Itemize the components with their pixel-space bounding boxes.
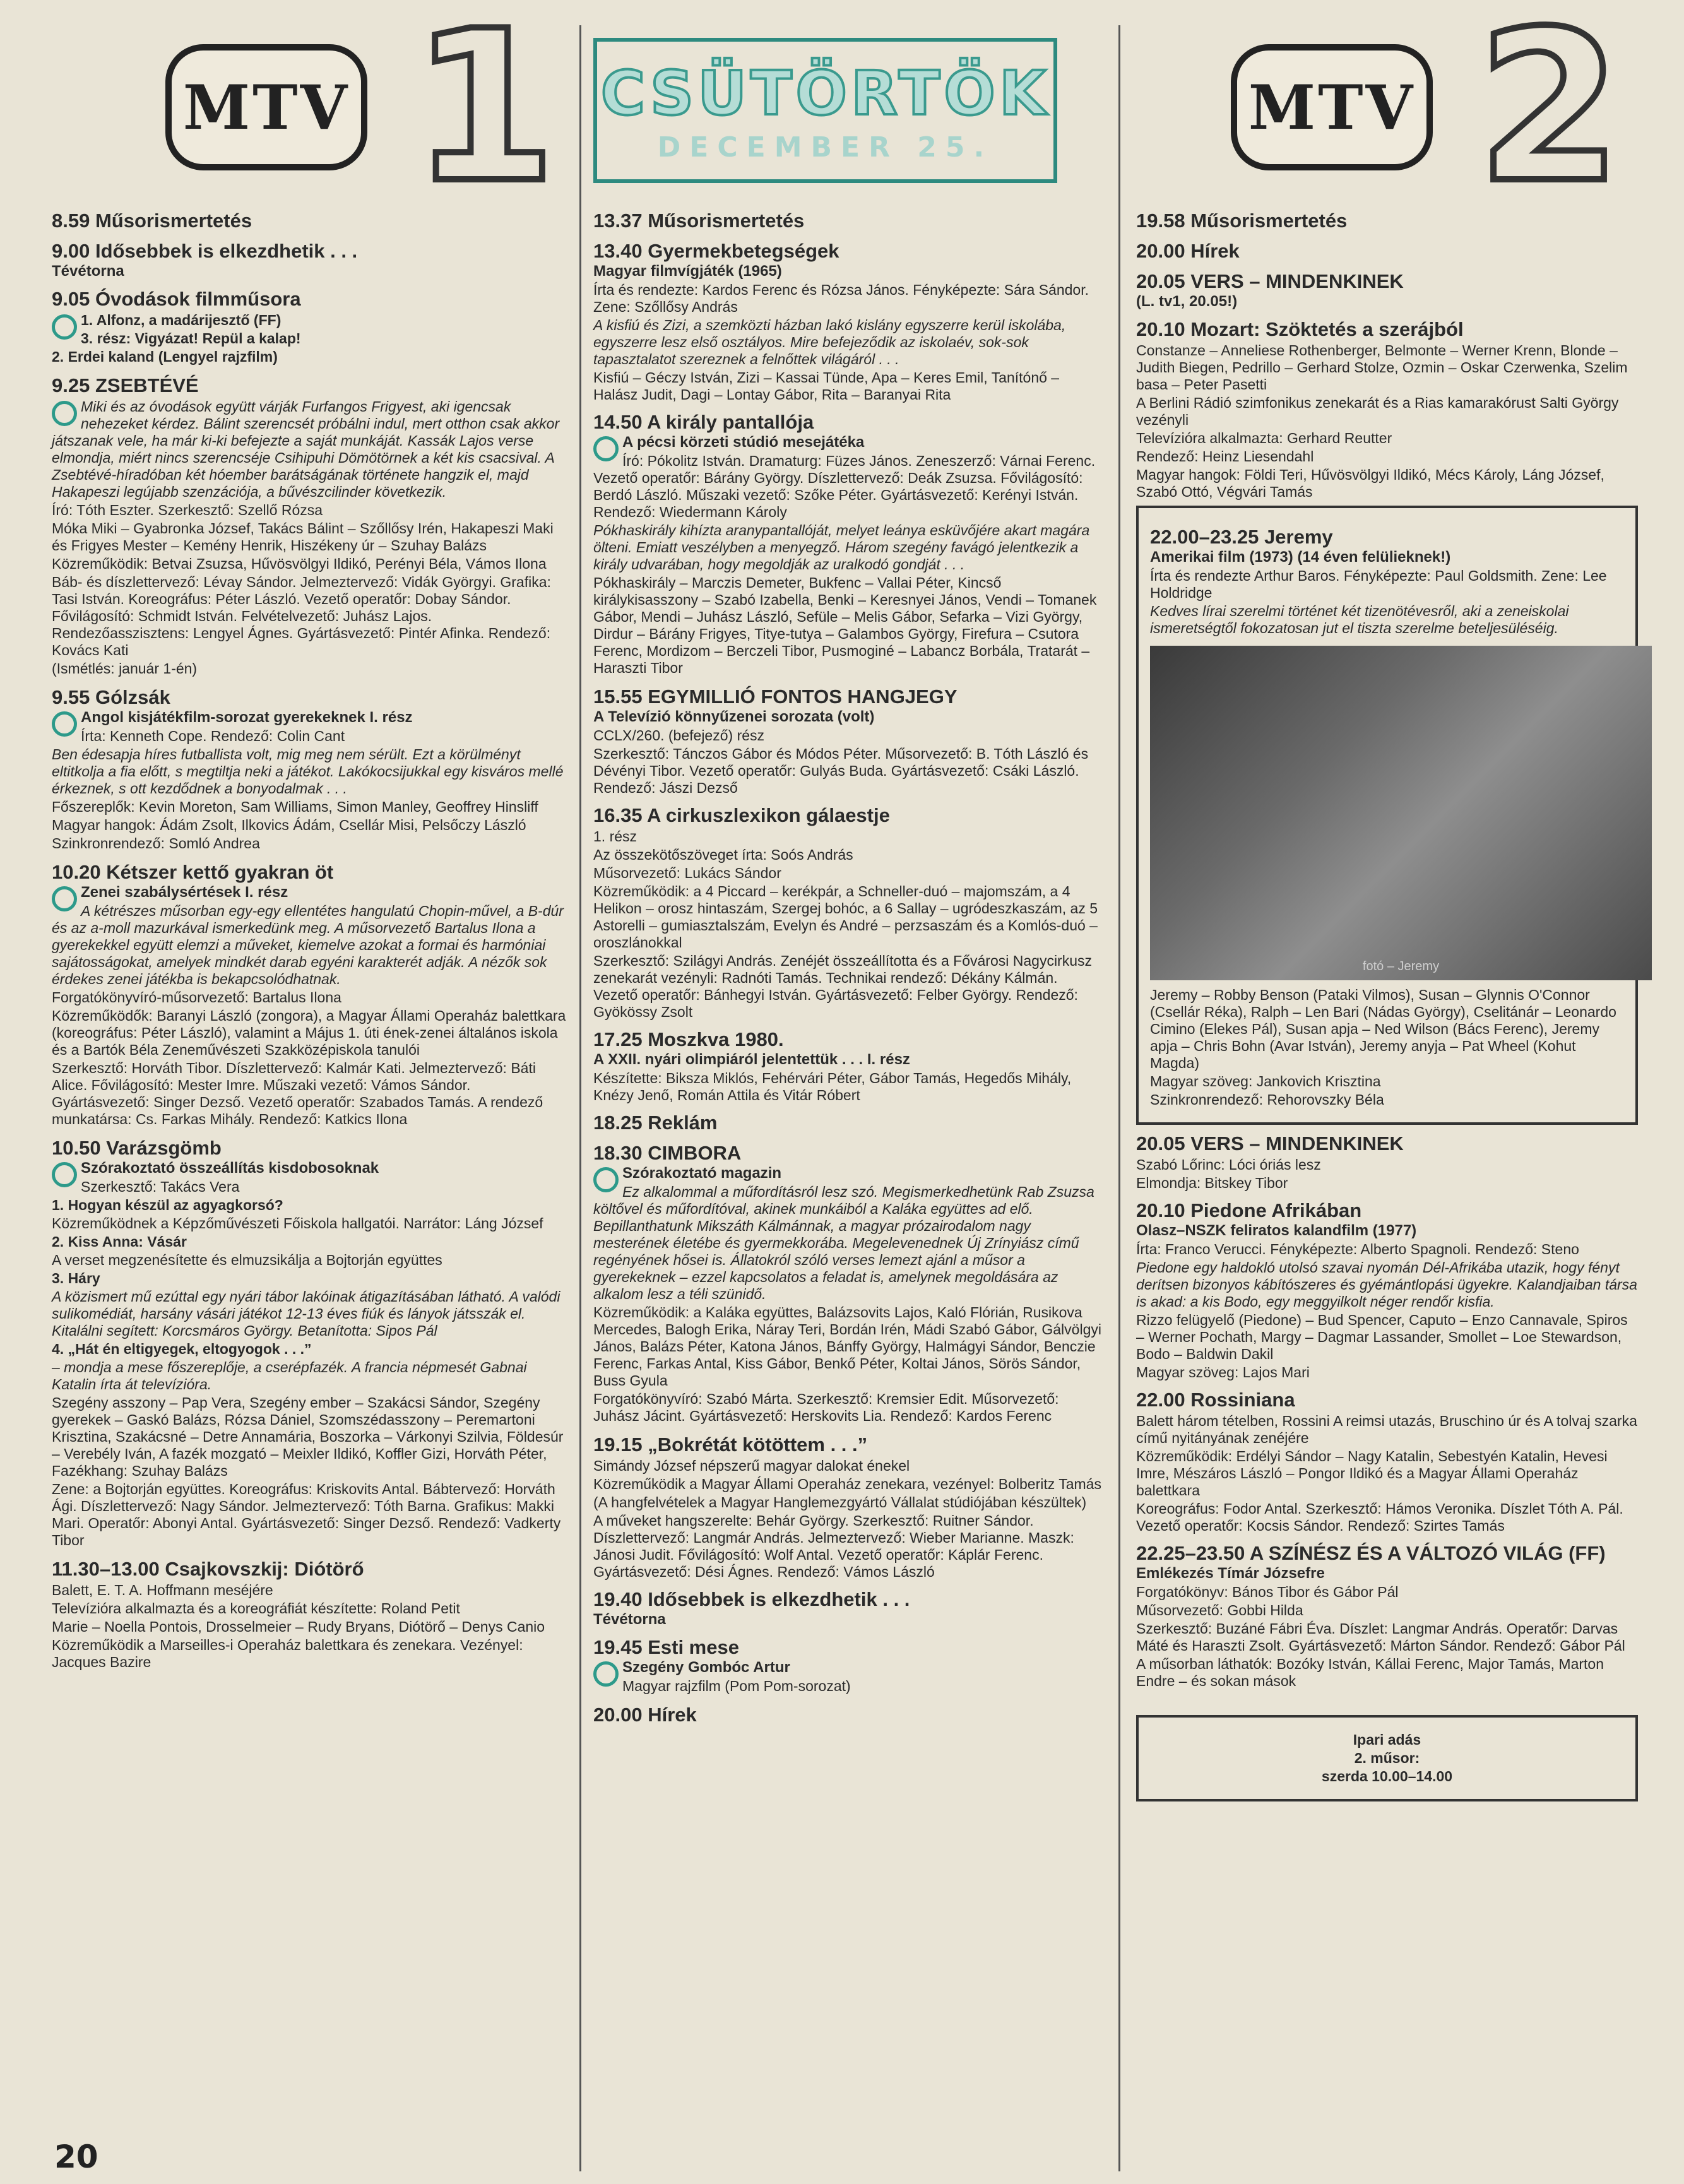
program-heading — [593, 1636, 1103, 1659]
program-heading — [593, 685, 1103, 708]
program-title: A király pantallója — [647, 411, 814, 433]
program-credit: Balett három tételben, Rossini A reimsi utazás, Bruschino úr és A tolvaj szarka című nyitányának zenéjére — [1136, 1413, 1637, 1446]
program-time: 20.00 — [1136, 240, 1185, 262]
program-subtitle: Zenei szabálysértések I. rész — [81, 884, 288, 901]
program-heading — [593, 210, 1103, 232]
program-body — [1136, 1156, 1638, 1192]
program-title: Műsorismertetés — [1190, 210, 1348, 232]
program-time: 20.05 — [1136, 270, 1185, 292]
program-body — [52, 398, 571, 679]
program-title: Csajkovszkij: Diótörő — [165, 1558, 364, 1580]
program-time: 18.25 — [593, 1112, 643, 1134]
program-body — [1136, 1222, 1638, 1381]
segment-title: 4. „Hát én eltigyegek, eltogyogok . . .” — [52, 1341, 312, 1357]
program-subtitle: Szórakoztató magazin — [622, 1165, 782, 1182]
program-item — [593, 1433, 1103, 1581]
program-credit: Írta és rendezte: Kardos Ferenc és Rózsa János. Fényképezte: Sára Sándor. Zene: Szőllősy András — [593, 282, 1089, 315]
program-item — [1150, 526, 1624, 1108]
program-title: Műsorismertetés — [648, 210, 805, 232]
program-item — [593, 210, 1103, 232]
program-credit: Főszereplők: Kevin Moreton, Sam Williams, Simon Manley, Geoffrey Hinsliff — [52, 798, 538, 815]
program-time: 9.05 — [52, 288, 90, 310]
column-divider-right — [1118, 25, 1120, 2171]
segment-text: A verset megzenésítette és elmuzsikálja a Bojtorján együttes — [52, 1252, 442, 1268]
program-body — [593, 1659, 1103, 1696]
mtv2-column — [1136, 0, 1638, 1801]
program-item — [593, 1704, 1103, 1726]
program-credit: Szerkesztő: Buzáné Fábri Éva. Díszlet: Langmar András. Operatőr: Darvas Máté és Haraszti Zsolt. Gyártásvezető: Márton Sándor. Rendező: Gábor Pál — [1136, 1620, 1625, 1654]
day-title: CSÜTÖRTÖK — [600, 57, 1050, 129]
program-item — [1136, 1542, 1638, 1690]
program-title: Óvodások filmműsora — [95, 288, 301, 310]
program-subtitle: A pécsi körzeti stúdió mesejátéka — [622, 434, 865, 451]
program-heading — [1150, 526, 1624, 549]
program-body — [593, 263, 1103, 403]
program-credit: Forgatókönyvíró-műsorvezető: Bartalus Ilona — [52, 989, 341, 1006]
program-body — [1150, 549, 1624, 1108]
program-heading — [1136, 318, 1638, 341]
program-description: A kisfiú és Zizi, a szemközti házban lakó kislány egyszerre kerül iskolába, egyszerre lesz első osztályos. Mire befejeződik az iskolaév, sok-sok tapasztalatot szereznek a felnőttek világáról . . . — [593, 317, 1066, 367]
program-time: 20.00 — [593, 1704, 643, 1726]
program-time: 19.15 — [593, 1433, 643, 1456]
program-time: 17.25 — [593, 1028, 643, 1050]
program-body — [52, 1160, 571, 1550]
program-credit: Televízióra alkalmazta: Gerhard Reutter — [1136, 430, 1392, 446]
program-heading — [593, 1588, 1103, 1611]
program-credit: (Ismétlés: január 1-én) — [52, 660, 198, 677]
program-description: Pókhaskirály kihízta aranypantallóját, melyet leánya esküvőjére akart magára ölteni. Emiatt veszélyben a menyegző. Három szegény favágó jelentkezik a király udvarában, hogy megoldják az uralkodó gondját . . . — [593, 522, 1090, 573]
program-item — [52, 1137, 571, 1550]
program-time: 9.25 — [52, 374, 90, 396]
program-credit: Magyar szöveg: Lajos Mari — [1136, 1364, 1310, 1380]
color-program-icon — [593, 1167, 619, 1192]
program-heading — [1136, 1199, 1638, 1222]
program-credit: Szinkronrendező: Somló Andrea — [52, 835, 260, 852]
program-credit: Készítette: Biksza Miklós, Fehérvári Péter, Gábor Tamás, Hegedős Mihály, Knézy Jenő, Román Attila és Vitár Róbert — [593, 1070, 1072, 1103]
program-title: Hírek — [648, 1704, 697, 1726]
program-credit: Forgatókönyvíró: Szabó Márta. Szerkesztő: Kremsier Edit. Műsorvezető: Juhász Jácint. Gyártásvezető: Herskovits Lia. Rendező: Kardos Ferenc — [593, 1391, 1059, 1424]
program-time: 18.30 — [593, 1142, 643, 1164]
program-heading — [52, 374, 571, 397]
program-title: Jeremy — [1264, 526, 1333, 548]
program-item — [52, 1558, 571, 1671]
program-credit: Forgatókönyv: Bános Tibor és Gábor Pál — [1136, 1584, 1399, 1600]
program-heading — [1136, 1132, 1638, 1155]
program-credit: Közreműködik: Betvai Zsuzsa, Hűvösvölgyi Ildikó, Perényi Béla, Vámos Ilona — [52, 555, 547, 572]
program-credit: Pókhaskirály – Marczis Demeter, Bukfenc – Vallai Péter, Kincső királykisasszony – Szabó Izabella, Benki – Keresnyei János, Vendi – Tomanek Gábor, Mendi – Juhász László, Sefüle – Melis Gábor, Sefarka – Vizi György, Dirdur – Bárány Frigyes, Titye-tutya – Galambos György, Firefura – Csutora Ferenc, Mordizom – Berczeli Tibor, Pusmoginé – Labancz Borbála, Tratarát – Haraszti Tibor — [593, 574, 1097, 676]
program-credit: 1. rész — [593, 828, 637, 845]
program-title: „Bokrétát kötöttem . . .” — [648, 1433, 868, 1456]
program-body — [593, 1611, 1103, 1629]
day-header — [593, 0, 1103, 202]
program-title: VERS – MINDENKINEK — [1190, 270, 1404, 292]
program-credit: Szinkronrendező: Rehorovszky Béla — [1150, 1091, 1384, 1108]
program-subtitle: Magyar filmvígjáték (1965) — [593, 263, 782, 280]
program-credit: Írta: Kenneth Cope. Rendező: Colin Cant — [81, 728, 345, 744]
program-time: 15.55 — [593, 685, 643, 708]
color-program-icon — [52, 401, 77, 426]
segment-title: 2. Kiss Anna: Vásár — [52, 1233, 187, 1250]
program-credit: A Berlini Rádió szimfonikus zenekarát és a Rias kamarakórust Salti György vezényli — [1136, 395, 1619, 428]
column-divider-left — [579, 25, 581, 2171]
program-body — [52, 312, 571, 367]
program-description: Kedves lírai szerelmi történet két tizenötévesről, aki a zeneiskolai ismeretségtől fokozatosan jut el tiszta szerelme beteljesüléséig. — [1150, 603, 1569, 636]
program-heading — [52, 1137, 571, 1160]
color-program-icon — [52, 1162, 77, 1187]
program-time: 22.00 — [1136, 1389, 1185, 1411]
mtv2-logo: MTV — [1231, 44, 1433, 170]
program-time: 16.35 — [593, 804, 643, 826]
program-body — [593, 1457, 1103, 1581]
program-time: 22.00–23.25 — [1150, 526, 1259, 548]
program-body — [593, 828, 1103, 1021]
program-body — [1136, 342, 1638, 501]
program-title: ZSEBTÉVÉ — [95, 374, 199, 396]
mtv2-schedule — [1136, 210, 1638, 1690]
program-item — [1136, 1132, 1638, 1192]
program-body — [593, 1051, 1103, 1104]
program-subtitle: Amerikai film (1973) (14 éven felülieknek!) — [1150, 549, 1451, 566]
program-time: 10.20 — [52, 861, 101, 883]
program-description: Ben édesapja híres futballista volt, mig meg nem sérült. Ezt a körülményt eltitkolja a fia előtt, s megtiltja neki a játékot. Lakókocsijukkal egy kisváros mellé érkeznek, s ott kezdődnek a bonyodalmak . . . — [52, 746, 564, 797]
program-description: Miki és az óvodások együtt várják Furfangos Frigyest, aki igencsak nehezeket kérdez. Bálint szerencsét próbálni indul, mert otthon csak akkor játszanak vele, ha már ki-ki befejezte a saját munkáját. Kassák Lajos verse elmondja, miért nincs szerencséje Csihipuhi Dömötörnek a két kis csacsival. A Zsebtévé-híradóban két hóember barátságának története hangzik el, majd Hakapeszi legújabb szenzációja, a bűvészcilinder következik. — [52, 398, 560, 500]
program-item — [1136, 240, 1638, 263]
program-time: 13.37 — [593, 210, 643, 232]
program-body — [1136, 293, 1638, 311]
program-item — [593, 804, 1103, 1021]
program-credit: A műveket hangszerelte: Behár György. Szerkesztő: Ruitner Sándor. Díszlettervező: Langmár András. Jelmeztervező: Wieber Marianne. Maszk: Jánosi Judit. Fővilágosító: Wolf Antal. Vezető operatőr: Káplár Ferenc. Gyártásvezető: Dési Ágnes. Rendező: Vámos László — [593, 1512, 1074, 1580]
program-credit: Rizzo felügyelő (Piedone) – Bud Spencer, Caputo – Enzo Cannavale, Spiros – Werner Pochath, Margy – Dagmar Lassander, Smollet – Loe Stewardson, Bodo – Baldwin Dakil — [1136, 1312, 1628, 1362]
program-subtitle: A Televízió könnyűzenei sorozata (volt) — [593, 708, 875, 725]
program-title: Műsorismertetés — [95, 210, 252, 232]
ipari-line-2: 2. műsor: — [1354, 1750, 1420, 1766]
segment-text: – mondja a mese főszereplője, a cserépfazék. A francia népmesét Gabnai Katalin írta át televízióra. — [52, 1359, 527, 1392]
color-program-icon — [593, 436, 619, 461]
day-date: DECEMBER 25. — [657, 131, 993, 163]
program-heading — [593, 411, 1103, 434]
program-subtitle: A XXII. nyári olimpiáról jelentettük . . . I. rész — [593, 1051, 910, 1068]
program-credit: A műsorban láthatók: Bozóky István, Kállai Ferenc, Major Tamás, Marton Endre – és sokan mások — [1136, 1656, 1604, 1689]
program-credit: Műsorvezető: Gobbi Hilda — [1136, 1602, 1303, 1618]
program-subtitle: Szórakoztató összeállítás kisdobosoknak — [81, 1160, 379, 1177]
program-time: 8.59 — [52, 210, 90, 232]
program-title: Hírek — [1190, 240, 1240, 262]
color-program-icon — [52, 314, 77, 340]
program-subtitle: Tévétorna — [52, 263, 124, 280]
ipari-line-3: szerda 10.00–14.00 — [1321, 1768, 1453, 1784]
program-credit: Írta és rendezte Arthur Baros. Fényképezte: Paul Goldsmith. Zene: Lee Holdridge — [1150, 567, 1607, 601]
program-credit: Magyar szöveg: Jankovich Krisztina — [1150, 1073, 1381, 1089]
program-body — [52, 709, 571, 853]
ipari-line-1: Ipari adás — [1353, 1731, 1421, 1748]
program-title: Idősebbek is elkezdhetik . . . — [95, 240, 358, 262]
photo-caption: fotó – Jeremy — [1362, 959, 1440, 973]
program-item — [593, 1028, 1103, 1104]
program-credit: Író: Pókolitz István. Dramaturg: Füzes János. Zeneszerző: Várnai Ferenc. Vezető operatőr: Bárány György. Díszlettervező: Deák Zsuzsa. Fővilágosító: Berdó László. Műszaki vezető: Szőke Péter. Gyártásvezető: Kerényi István. Rendező: Wiedermann Károly — [593, 453, 1096, 520]
program-item — [593, 240, 1103, 403]
program-time: 20.10 — [1136, 318, 1185, 340]
program-item — [52, 374, 571, 679]
program-title: Kétszer kettő gyakran öt — [106, 861, 334, 883]
program-title: Moszkva 1980. — [648, 1028, 784, 1050]
segment-text: Közreműködnek a Képzőművészeti Főiskola hallgatói. Narrátor: Láng József — [52, 1215, 543, 1231]
program-heading — [593, 1142, 1103, 1165]
program-credit: Kisfiú – Géczy István, Zizi – Kassai Tünde, Apa – Keres Emil, Tanítónő – Halász Judit, Dagi – Lontay Gábor, Rita – Baranyai Rita — [593, 369, 1060, 403]
program-time: 11.30–13.00 — [52, 1558, 160, 1580]
program-body — [593, 1165, 1103, 1426]
program-title: A cirkuszlexikon gálaestje — [647, 804, 890, 826]
program-time: 19.58 — [1136, 210, 1185, 232]
ipari-adas-box — [1136, 1715, 1638, 1801]
program-credit: Közreműködik: a Kaláka együttes, Balázsovits Lajos, Kaló Flórián, Rusikova Mercedes, Balogh Erika, Náray Teri, Bordán Irén, Mádi Szabó Gábor, Gálvölgyi János, Balázs Péter, Katona János, Bánffy György, Halmágyi Sándor, Benczie Ferenc, Farkas Antal, Kiss Gábor, Benkő Péter, Koltai János, Sörös Sándor, Buss Gyula — [593, 1304, 1101, 1389]
program-time: 19.45 — [593, 1636, 643, 1658]
program-subtitle: Tévétorna — [593, 1611, 666, 1628]
program-credit: Báb- és díszlettervező: Lévay Sándor. Jelmeztervező: Vidák Györgyi. Grafika: Tasi István. Koreográfus: Péter László. Vezető operatőr: Dobay Sándor. Fővilágosító: Schmidt István. Felvételvezető: Juhász Lajos. Rendezőasszisztens: Lengyel Ágnes. Gyártásvezető: Pintér Afinka. Rendező: Kovács Kati — [52, 574, 551, 658]
program-title: Gólzsák — [95, 686, 170, 708]
program-credit: Szerkesztő: Szilágyi András. Zenéjét összeállította és a Fővárosi Nagycirkusz zenekarát vezényli: Radnóti Tamás. Technikai rendező: Dékány Kálmán. Vezető operatőr: Bánhegyi István. Gyártásvezető: Felber György. Rendező: Gyökössy Zsolt — [593, 953, 1093, 1020]
program-credit: Szabó Lőrinc: Lóci óriás lesz — [1136, 1156, 1321, 1173]
program-body — [593, 708, 1103, 797]
color-program-icon — [52, 711, 77, 737]
program-credit: CCLX/260. (befejező) rész — [593, 727, 765, 744]
program-credit: Író: Tóth Eszter. Szerkesztő: Szellő Rózsa — [52, 502, 323, 518]
program-description: A kétrészes műsorban egy-egy ellentétes hangulatú Chopin-művel, a B-dúr és az a-moll mazurkával ismerkedünk meg. A műsorvezető Bartalus Ilona a gyerekekkel együtt elemzi a műveket, kiemelve azokat a formai és harmóniai sajátosságokat, amelyek mindkét darab egyéni karakterét adják. A nézők sok érdekes zenei játékba is bekapcsolódhatnak. — [52, 903, 564, 987]
program-heading — [593, 1433, 1103, 1456]
program-title: Esti mese — [648, 1636, 739, 1658]
program-credit: Közreműködik a Magyar Állami Operaház zenekara, vezényel: Bolberitz Tamás — [593, 1476, 1101, 1492]
program-description: Piedone egy haldokló utolsó szavai nyomán Dél-Afrikába utazik, hogy fényt derítsen bizonyos kábítószeres és gyémántlopási ügyekre. Kalandjaiban társa is akad: a kis Bodo, egy meggyilkolt néger rendőr kisfia. — [1136, 1259, 1637, 1310]
mtv1-schedule — [52, 210, 571, 1671]
program-subtitle: Emlékezés Tímár Józsefre — [1136, 1565, 1325, 1582]
program-subtitle: Szegény Gombóc Artur — [622, 1659, 790, 1676]
program-heading — [593, 240, 1103, 263]
program-credit: Jeremy – Robby Benson (Pataki Vilmos), Susan – Glynnis O'Connor (Csellár Réka), Ralph – Len Bari (Nádas György), Cselitánár – Leonardo Cimino (Elekes Pál), Susan apja – Ned Wilson (Bács Ferenc), Jeremy apja – Chris Bohn (Avar István), Jeremy anyja – Pat Wheel (Kohut Magda) — [1150, 987, 1616, 1071]
program-subtitle: Angol kisjátékfilm-sorozat gyerekeknek I. rész — [81, 709, 413, 726]
program-credit: Magyar hangok: Földi Teri, Hűvösvölgyi Ildikó, Mécs Károly, Láng József, Szabó Ottó, Végvári Tamás — [1136, 466, 1604, 500]
program-time: 19.40 — [593, 1588, 643, 1610]
program-item — [593, 411, 1103, 678]
mtv1-schedule-continued — [593, 210, 1103, 1726]
program-time: 22.25–23.50 — [1136, 1542, 1245, 1564]
mtv1-logo: MTV — [165, 44, 367, 170]
channel-2-number: 2 — [1477, 0, 1622, 228]
program-line: 3. rész: Vigyázat! Repül a kalap! — [81, 330, 301, 347]
program-credit: Szerkesztő: Tánczos Gábor és Módos Péter. Műsorvezető: B. Tóth László és Dévényi Tibor. Vezető operatőr: Gulyás Buda. Gyártásvezető: Csáki László. Rendező: Jászi Dezső — [593, 745, 1089, 796]
color-program-icon — [52, 886, 77, 911]
program-heading — [52, 861, 571, 884]
jeremy-still-photo — [1150, 646, 1652, 980]
program-item — [1136, 270, 1638, 311]
program-credit: Közreműködik a Marseilles-i Operaház balettkara és zenekara. Vezényel: Jacques Bazire — [52, 1637, 523, 1670]
program-title: Gyermekbetegségek — [648, 240, 839, 262]
program-credit: Televízióra alkalmazta és a koreográfiát készítette: Roland Petit — [52, 1600, 460, 1617]
program-body — [52, 884, 571, 1129]
segment-title: 3. Háry — [52, 1270, 100, 1286]
program-heading — [52, 240, 571, 263]
program-time: 10.50 — [52, 1137, 101, 1159]
program-credit: Elmondja: Bitskey Tibor — [1136, 1175, 1288, 1191]
program-heading — [1136, 270, 1638, 293]
program-subtitle: Olasz–NSZK feliratos kalandfilm (1977) — [1136, 1222, 1417, 1239]
program-line: 1. Alfonz, a madárijesztő (FF) — [81, 312, 282, 328]
color-program-icon — [593, 1661, 619, 1687]
program-item — [52, 288, 571, 367]
program-credit: Szerkesztő: Takács Vera — [81, 1178, 240, 1195]
program-body — [1136, 1565, 1638, 1690]
program-time: 20.05 — [1136, 1132, 1185, 1154]
program-item — [593, 1112, 1103, 1134]
program-credit: Műsorvezető: Lukács Sándor — [593, 865, 781, 881]
channel-1-number: 1 — [412, 0, 557, 228]
program-title: Rossiniana — [1190, 1389, 1295, 1411]
program-title: VERS – MINDENKINEK — [1190, 1132, 1404, 1154]
middle-column — [593, 0, 1103, 1730]
program-credit: Zene: a Bojtorján együttes. Koreográfus: Kriskovits Antal. Bábtervező: Horváth Ági. Díszlettervező: Nagy Sándor. Jelmeztervező: Tóth Barna. Grafikus: Makki Mari. Operatőr: Abonyi Antal. Gyártásvezető: Singer Dezső. Rendező: Vadkerty Tibor — [52, 1481, 561, 1548]
program-item — [1136, 1389, 1638, 1534]
program-body — [593, 434, 1103, 678]
jeremy-framed-box — [1136, 506, 1638, 1125]
program-credit: Szerkesztő: Horváth Tibor. Díszlettervező: Kalmár Kati. Jelmeztervező: Báti Alice. Fővilágosító: Mester Imre. Műszaki vezető: Vámos Sándor. Gyártásvezető: Singer Dezső. Vezető operatőr: Szabados Tamás. A rendező munkatársa: Cs. Farkas Mihály. Rendező: Katkics Ilona — [52, 1060, 543, 1127]
program-title: EGYMILLIÓ FONTOS HANGJEGY — [648, 685, 958, 708]
program-heading — [52, 686, 571, 709]
program-credit: (A hangfelvételek a Magyar Hanglemezgyártó Vállalat stúdiójában készültek) — [593, 1494, 1087, 1510]
program-credit: Szegény asszony – Pap Vera, Szegény ember – Szakácsi Sándor, Szegény gyerekek – Gaskó Balázs, Rózsa Dániel, Szomszédasszony – Peremartoni Krisztina, Szakácsné – Detre Annamária, Boszorka – Várkonyi Szilvia, Földesúr – Verebély Iván, A fazék mozgató – Meixler Ildikó, Koffler Gizi, Horváth Péter, Fazékhang: Szuhay Balázs — [52, 1394, 564, 1479]
program-title: Mozart: Szöktetés a szerájból — [1190, 318, 1464, 340]
program-title: Idősebbek is elkezdhetik . . . — [648, 1588, 910, 1610]
program-credit: Móka Miki – Gyabronka József, Takács Bálint – Szőllősy Irén, Hakapeszi Maki és Frigyes Mester – Kemény Henrik, Hiszékeny úr – Szuhay Balázs — [52, 520, 554, 554]
program-credit: Rendező: Heinz Liesendahl — [1136, 448, 1314, 465]
program-title: Reklám — [648, 1112, 718, 1134]
program-subtitle: (L. tv1, 20.05!) — [1136, 293, 1238, 310]
program-time: 20.10 — [1136, 1199, 1185, 1221]
program-item — [593, 1142, 1103, 1426]
program-description: Ez alkalommal a műfordításról lesz szó. Megismerkedhetünk Rab Zsuzsa költővel és műfordítóval, akinek munkáiból a Kaláka együttes ad elő. Bepillanthatunk Mikszáth Kálmánnak, a magyar prózairodalom nagy mesterének életébe és gyermekkorába. Megelevenednek Új Zrínyiász című regényének hősei is. Állatokról szóló verses lemezt ajánl a műsor a gyerekeknek – ezzel kapcsolatos a feladat is, amelynek megoldására az alkalom lesz a téli szünidő. — [593, 1184, 1094, 1302]
program-heading — [1136, 1542, 1638, 1565]
program-body — [52, 263, 571, 280]
program-title: Piedone Afrikában — [1190, 1199, 1362, 1221]
program-heading — [52, 1558, 571, 1581]
program-item — [52, 686, 571, 853]
program-time: 9.00 — [52, 240, 90, 262]
program-item — [52, 861, 571, 1129]
program-title: A SZÍNÉSZ ÉS A VÁLTOZÓ VILÁG (FF) — [1249, 1542, 1606, 1564]
mtv1-column — [52, 0, 571, 1675]
day-title-box — [593, 38, 1057, 183]
program-credit: Közreműködik: Erdélyi Sándor – Nagy Katalin, Sebestyén Katalin, Hevesi Imre, Mészáros László – Pongor Ildikó és a Magyar Állami Operaház balettkara — [1136, 1448, 1608, 1499]
program-credit: Az összekötőszöveget írta: Soós András — [593, 846, 853, 863]
program-item — [1136, 318, 1638, 501]
program-body — [52, 1582, 571, 1671]
program-credit: Közreműködők: Baranyi László (zongora), a Magyar Állami Operaház balettkara (koreográfus: Péter László), valamint a Május 1. úti ének-zenei általános iskola és a Bartók Béla Zeneművészeti Szakközépiskola tanulói — [52, 1007, 566, 1058]
program-body — [1136, 1413, 1638, 1534]
program-heading — [593, 1704, 1103, 1726]
program-time: 9.55 — [52, 686, 90, 708]
program-line: 2. Erdei kaland (Lengyel rajzfilm) — [52, 348, 278, 365]
page-number: 20 — [54, 2139, 98, 2175]
program-credit: Magyar hangok: Ádám Zsolt, Ilkovics Ádám, Csellár Misi, Pelsőczy László — [52, 817, 526, 833]
program-heading — [52, 288, 571, 311]
segment-title: 1. Hogyan készül az agyagkorsó? — [52, 1197, 283, 1213]
program-heading — [593, 804, 1103, 827]
program-credit: Balett, E. T. A. Hoffmann meséjére — [52, 1582, 273, 1598]
program-title: CIMBORA — [648, 1142, 742, 1164]
program-heading — [593, 1112, 1103, 1134]
program-item — [593, 1588, 1103, 1629]
program-heading — [593, 1028, 1103, 1051]
program-item — [593, 1636, 1103, 1696]
program-time: 13.40 — [593, 240, 643, 262]
program-credit: Közreműködik: a 4 Piccard – kerékpár, a Schneller-duó – majomszám, a 4 Helikon – orosz hintaszám, Szergej bohóc, a 6 Sallay – ugródeszkaszám, az 5 Astorelli – gumiasztalszám, Evelyn és André – perzsaszám és a Komlós-duó – oroszlánokkal — [593, 883, 1098, 951]
program-item — [1136, 1199, 1638, 1381]
program-item — [593, 685, 1103, 797]
program-heading — [1136, 240, 1638, 263]
program-credit: Magyar rajzfilm (Pom Pom-sorozat) — [622, 1678, 851, 1694]
program-item — [52, 240, 571, 280]
program-credit: Marie – Noella Pontois, Drosselmeier – Rudy Bryans, Diótörő – Denys Canio — [52, 1618, 545, 1635]
program-credit: Constanze – Anneliese Rothenberger, Belmonte – Werner Krenn, Blonde – Judith Biegen, Pedrillo – Gerhard Stolze, Ozmin – Oskar Czerwenka, Szelim basa – Peter Pasetti — [1136, 342, 1628, 393]
program-title: Varázsgömb — [106, 1137, 222, 1159]
program-credit: Simándy József népszerű magyar dalokat énekel — [593, 1457, 910, 1474]
program-heading — [1136, 1389, 1638, 1411]
program-time: 14.50 — [593, 411, 643, 433]
program-credit: Koreográfus: Fodor Antal. Szerkesztő: Hámos Veronika. Díszlet Tóth A. Pál. Vezető operatőr: Kocsis Sándor. Rendező: Szirtes Tamás — [1136, 1500, 1623, 1534]
segment-text: A közismert mű ezúttal egy nyári tábor lakóinak átigazításában látható. A valódi sulikomédiát, harsány vásári játékot 12-13 éves fiúk és lányok játsszák el. Kitalálni segített: Korcsmáros György. Betanította: Sipos Pál — [52, 1288, 560, 1339]
program-credit: Írta: Franco Verucci. Fényképezte: Alberto Spagnoli. Rendező: Steno — [1136, 1241, 1579, 1257]
